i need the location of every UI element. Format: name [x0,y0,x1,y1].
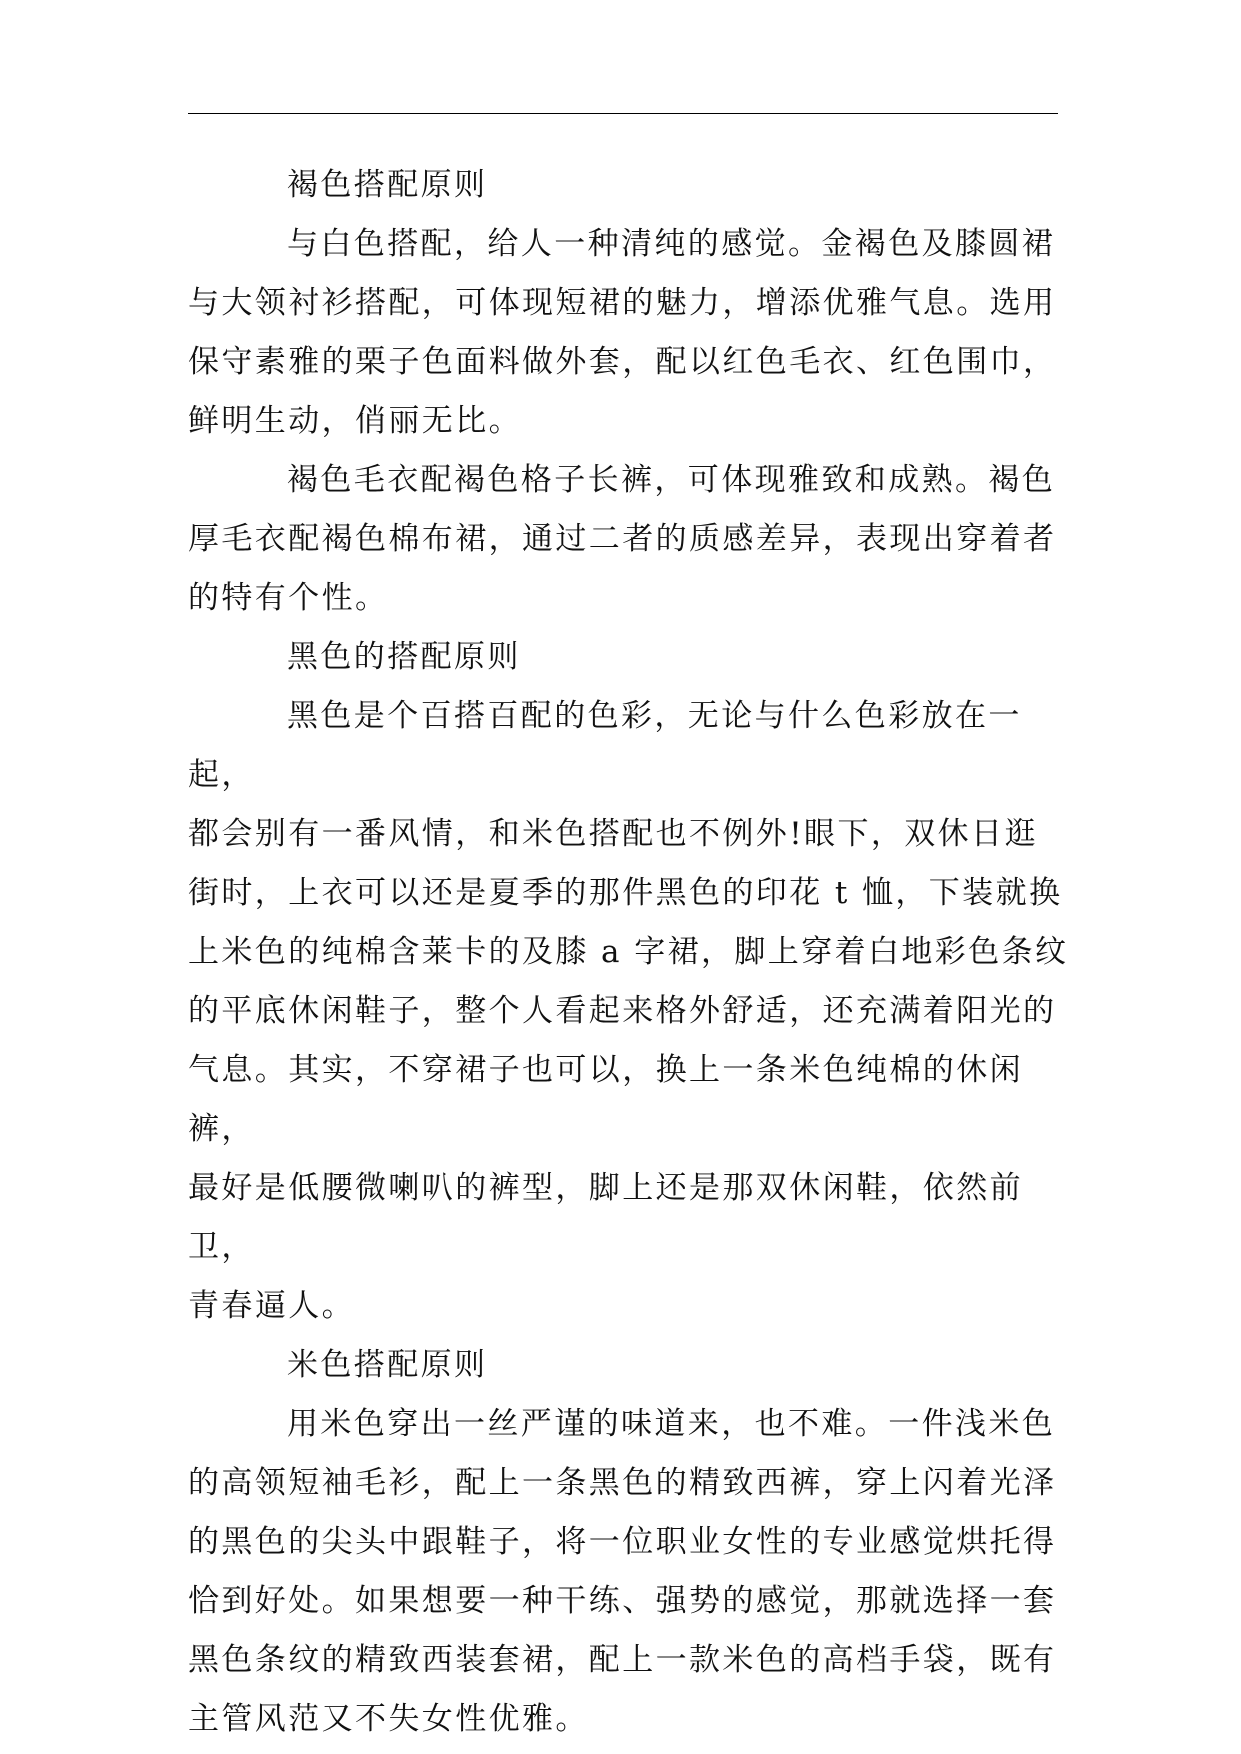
document-body [188,156,1088,1749]
section-heading-black: 黑色的搭配原则 [287,639,521,675]
paragraph-black-beige: 黑色是个百搭百配的色彩，无论与什么色彩放在一起， 都会别有一番风情，和米色搭配也不例外!眼下，双休日逛 街时，上衣可以还是夏季的那件黑色的印花 t 恤，下装就换 上米色的纯棉含莱卡的及膝 a 字裙，脚上穿着白地彩色条纹 的平底休闲鞋子，整个人看起来格外舒适，还充满着阳光的 气息。其实，不穿裙子也可以，换上一条米色纯棉的休闲裤， 最好是低腰微喇叭的裤型，脚上还是那双休闲鞋，依然前卫， 青春逼人。 [188,698,1069,1324]
paragraph-brown-sweater: 褐色毛衣配褐色格子长裤，可体现雅致和成熟。褐色 厚毛衣配褐色棉布裙，通过二者的质感差异，表现出穿着者 的特有个性。 [188,462,1057,616]
section-heading-beige: 米色搭配原则 [287,1347,488,1383]
section-heading-brown: 褐色搭配原则 [287,167,488,203]
paragraph-beige-formal: 用米色穿出一丝严谨的味道来，也不难。一件浅米色 的高领短袖毛衫，配上一条黑色的精致西裤，穿上闪着光泽 的黑色的尖头中跟鞋子，将一位职业女性的专业感觉烘托得 恰到好处。如果想要一种干练、强势的感觉，那就选择一套 黑色条纹的精致西装套裙，配上一款米色的高档手袋，既有 主管风范又不失女性优雅。 [188,1406,1057,1737]
paragraph-brown-white: 与白色搭配，给人一种清纯的感觉。金褐色及膝圆裙 与大领衬衫搭配，可体现短裙的魅力，增添优雅气息。选用 保守素雅的栗子色面料做外套，配以红色毛衣、红色围巾， 鲜明生动，俏丽无比。 [188,226,1057,439]
header-rule [188,113,1058,114]
